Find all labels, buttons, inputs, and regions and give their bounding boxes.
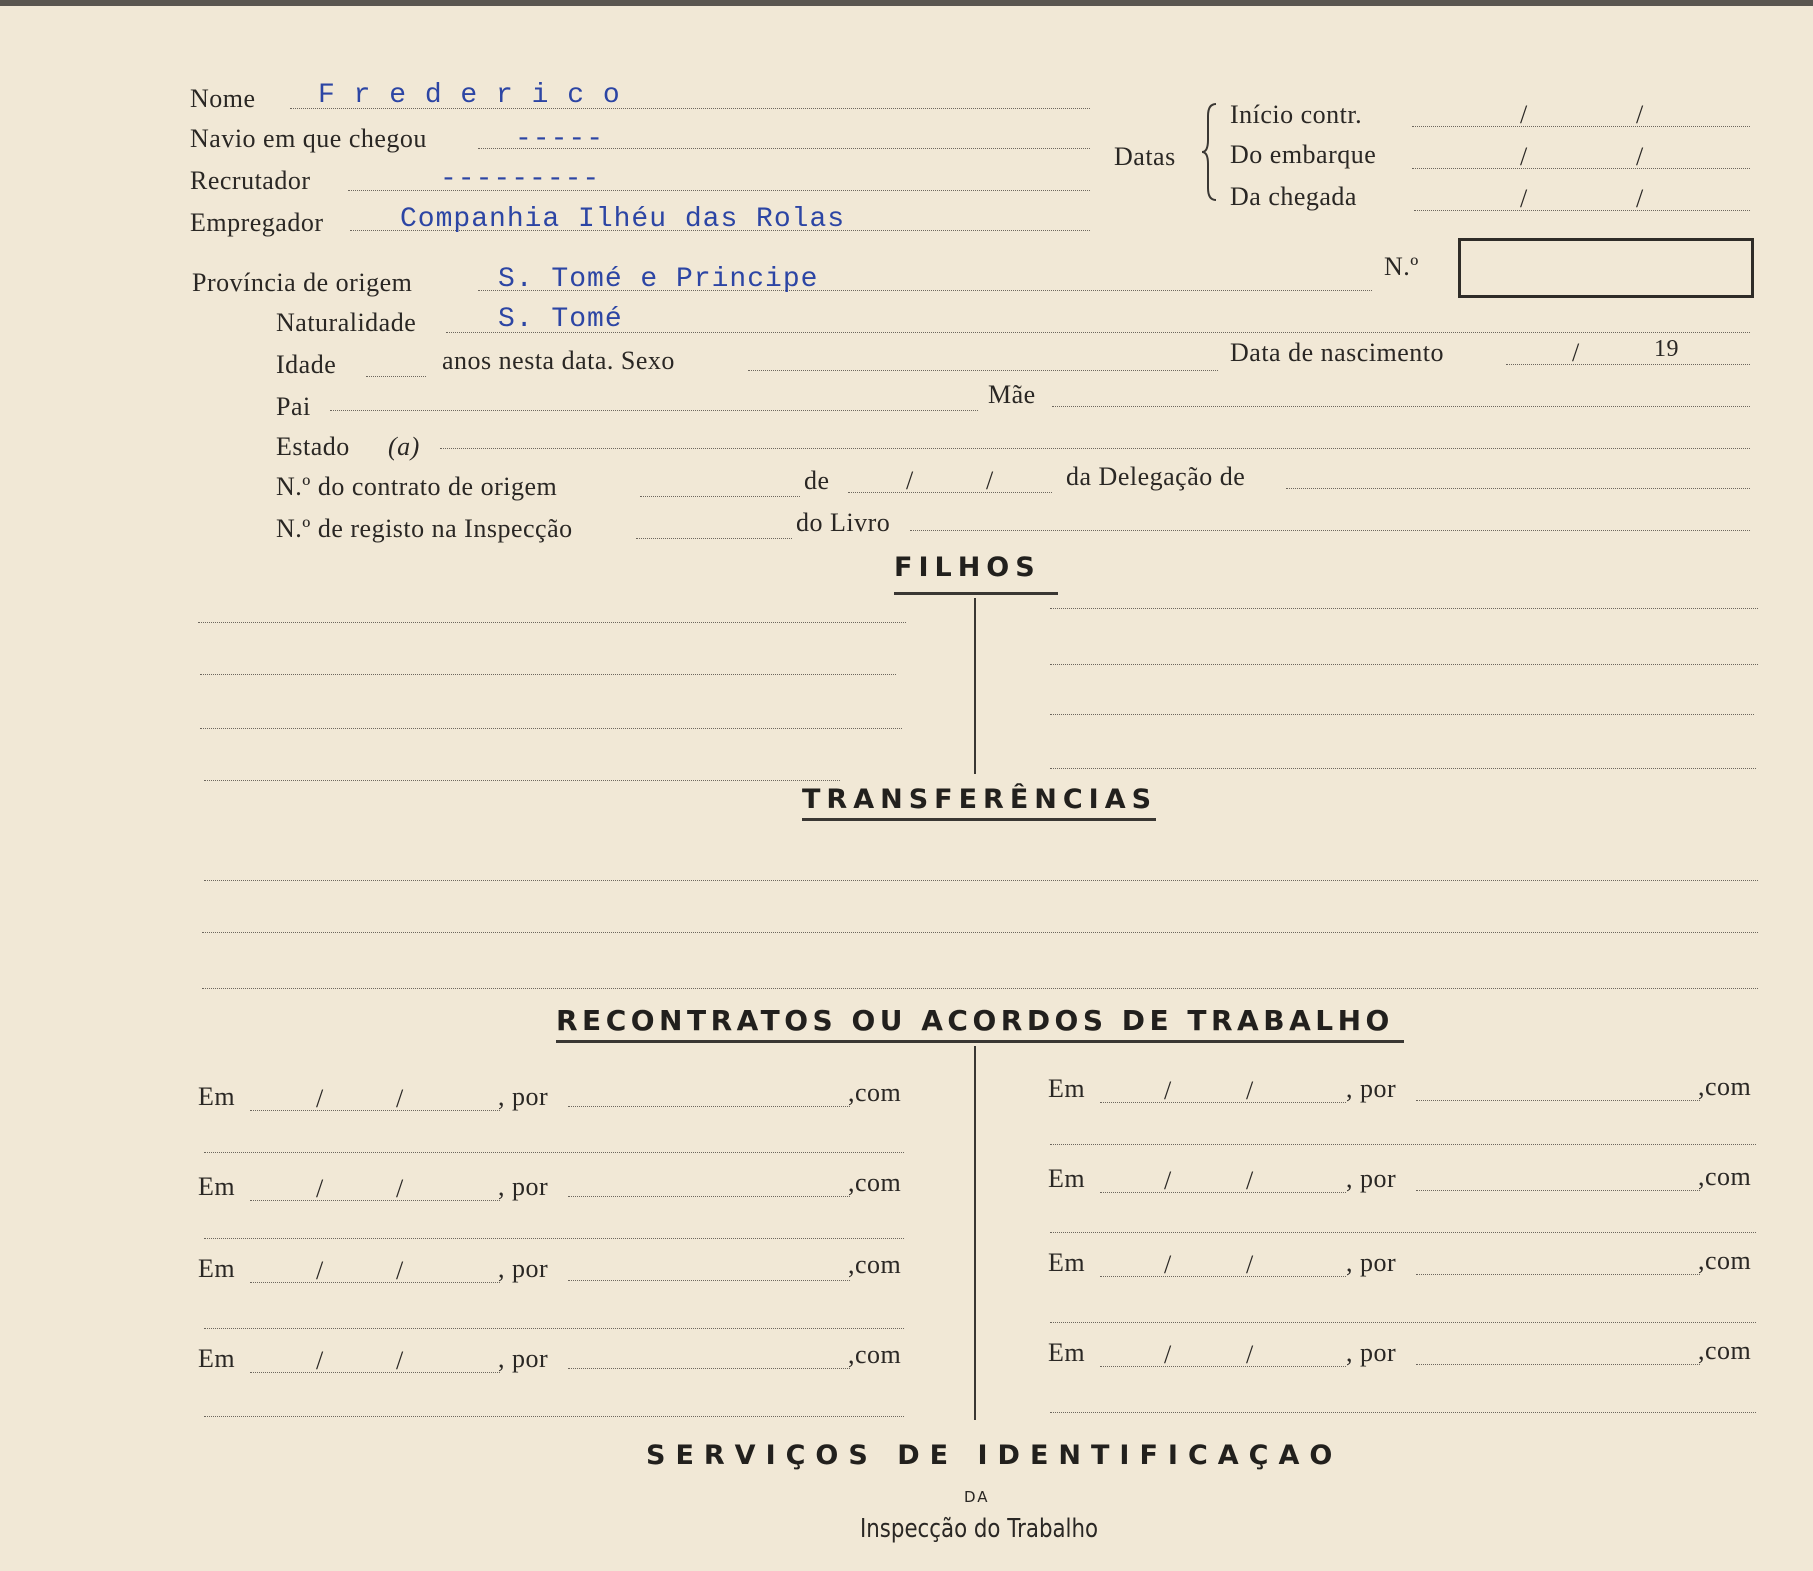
em-date-line xyxy=(250,1200,500,1201)
chegada-label: Da chegada xyxy=(1230,182,1357,211)
em-slash-2: / xyxy=(1246,1076,1254,1105)
em-label: Em xyxy=(1048,1074,1086,1103)
em-slash-1: / xyxy=(316,1174,324,1203)
por-line xyxy=(1416,1364,1700,1365)
em-slash-2: / xyxy=(1246,1340,1254,1369)
filhos-right-line-4 xyxy=(1050,768,1756,769)
por-line xyxy=(568,1280,850,1281)
em-slash-1: / xyxy=(1164,1250,1172,1279)
footer-da: DA xyxy=(964,1488,990,1506)
por-line xyxy=(568,1368,850,1369)
filhos-left-line-4 xyxy=(204,780,840,781)
delegacao-line xyxy=(1286,488,1750,489)
por-label: , por xyxy=(1346,1338,1397,1367)
com-line xyxy=(204,1416,904,1417)
com-line xyxy=(1050,1322,1756,1323)
recontratos-heading: RECONTRATOS OU ACORDOS DE TRABALHO xyxy=(556,1004,1394,1037)
com-label: ,com xyxy=(1698,1246,1752,1275)
em-date-line xyxy=(250,1282,500,1283)
com-label: ,com xyxy=(1698,1336,1752,1365)
naturalidade-line xyxy=(446,332,1750,333)
em-date-line xyxy=(1100,1102,1346,1103)
com-line xyxy=(1050,1144,1756,1145)
transferencias-underline xyxy=(802,818,1156,821)
livro-label: do Livro xyxy=(796,508,891,537)
embarque-slash-2: / xyxy=(1636,142,1644,171)
contrato-label: N.º do contrato de origem xyxy=(276,472,558,501)
por-label: , por xyxy=(1346,1248,1397,1277)
mae-line xyxy=(1052,406,1750,407)
empregador-value: Companhia Ilhéu das Rolas xyxy=(400,204,846,235)
em-slash-1: / xyxy=(1164,1076,1172,1105)
recrutador-label: Recrutador xyxy=(190,166,311,195)
recontratos-underline xyxy=(556,1040,1404,1043)
nascimento-label: Data de nascimento xyxy=(1230,338,1445,367)
numero-label: N.º xyxy=(1384,252,1419,281)
sexo-line xyxy=(748,370,1218,371)
datas-brace xyxy=(1200,102,1222,202)
inicio-line xyxy=(1412,126,1750,127)
com-line xyxy=(204,1152,904,1153)
em-date-line xyxy=(1100,1366,1346,1367)
por-label: , por xyxy=(1346,1164,1397,1193)
em-date-line xyxy=(1100,1276,1346,1277)
filhos-left-line-2 xyxy=(200,674,896,675)
transferencias-heading: TRANSFERÊNCIAS xyxy=(802,784,1158,815)
em-slash-1: / xyxy=(1164,1166,1172,1195)
com-label: ,com xyxy=(848,1340,902,1369)
por-label: , por xyxy=(498,1344,549,1373)
recrutador-value: --------- xyxy=(440,164,601,195)
mae-label: Mãe xyxy=(988,380,1036,409)
registo-label: N.º de registo na Inspecção xyxy=(276,514,573,543)
filhos-right-line-2 xyxy=(1050,664,1758,665)
filhos-right-line-1 xyxy=(1050,608,1758,609)
chegada-slash-2: / xyxy=(1636,184,1644,213)
transferencia-line-1 xyxy=(204,880,1758,881)
anos-sexo-label: anos nesta data. Sexo xyxy=(442,346,675,375)
filhos-left-line-3 xyxy=(200,728,902,729)
nascimento-slash: / xyxy=(1572,338,1580,367)
por-label: , por xyxy=(1346,1074,1397,1103)
em-date-line xyxy=(1100,1192,1346,1193)
em-slash-1: / xyxy=(316,1256,324,1285)
nascimento-line xyxy=(1506,364,1750,365)
estado-label: Estado xyxy=(276,432,350,461)
inicio-label: Início contr. xyxy=(1230,100,1363,129)
em-label: Em xyxy=(198,1082,236,1111)
por-line xyxy=(568,1106,850,1107)
em-label: Em xyxy=(198,1172,236,1201)
em-slash-2: / xyxy=(396,1174,404,1203)
numero-box xyxy=(1458,238,1754,298)
provincia-label: Província de origem xyxy=(192,268,413,297)
contrato-slash-2: / xyxy=(986,466,994,495)
nome-label: Nome xyxy=(190,84,256,113)
com-label: ,com xyxy=(848,1078,902,1107)
em-slash-2: / xyxy=(396,1346,404,1375)
em-slash-2: / xyxy=(396,1256,404,1285)
por-line xyxy=(1416,1100,1700,1101)
delegacao-label: da Delegação de xyxy=(1066,462,1246,491)
embarque-slash-1: / xyxy=(1520,142,1528,171)
recontratos-divider xyxy=(974,1046,976,1420)
chegada-slash-1: / xyxy=(1520,184,1528,213)
em-slash-2: / xyxy=(396,1084,404,1113)
com-line xyxy=(1050,1232,1756,1233)
em-label: Em xyxy=(1048,1164,1086,1193)
contrato-slash-1: / xyxy=(906,466,914,495)
em-label: Em xyxy=(198,1344,236,1373)
chegada-line xyxy=(1414,210,1750,211)
filhos-underline xyxy=(894,592,1058,595)
contrato-line xyxy=(640,496,800,497)
pai-line xyxy=(330,410,978,411)
livro-line xyxy=(910,530,1750,531)
navio-value: ----- xyxy=(515,124,605,155)
empregador-label: Empregador xyxy=(190,208,324,237)
em-slash-1: / xyxy=(1164,1340,1172,1369)
naturalidade-label: Naturalidade xyxy=(276,308,417,337)
com-label: ,com xyxy=(848,1168,902,1197)
com-label: ,com xyxy=(1698,1072,1752,1101)
naturalidade-value: S. Tomé xyxy=(498,304,623,335)
datas-label: Datas xyxy=(1114,142,1176,171)
navio-label: Navio em que chegou xyxy=(190,124,427,153)
em-slash-1: / xyxy=(316,1346,324,1375)
inicio-slash-2: / xyxy=(1636,100,1644,129)
registo-line xyxy=(636,538,792,539)
em-label: Em xyxy=(1048,1338,1086,1367)
nascimento-year: 19 xyxy=(1654,336,1679,362)
em-label: Em xyxy=(198,1254,236,1283)
com-line xyxy=(204,1328,904,1329)
contrato-date-line xyxy=(848,492,1052,493)
provincia-value: S. Tomé e Principe xyxy=(498,264,819,295)
inicio-slash-1: / xyxy=(1520,100,1528,129)
transferencia-line-2 xyxy=(202,932,1758,933)
idade-line xyxy=(366,376,426,377)
servicos-heading: SERVIÇOS DE IDENTIFICAÇAO xyxy=(646,1440,1343,1471)
nome-value: F r e d e r i c o xyxy=(318,80,621,111)
por-line xyxy=(1416,1190,1700,1191)
pai-label: Pai xyxy=(276,392,311,421)
com-label: ,com xyxy=(848,1250,902,1279)
com-line xyxy=(1050,1412,1756,1413)
filhos-left-line-1 xyxy=(198,622,906,623)
embarque-label: Do embarque xyxy=(1230,140,1377,169)
em-date-line xyxy=(250,1110,500,1111)
footer-inspeccao: Inspecção do Trabalho xyxy=(860,1514,1099,1544)
por-line xyxy=(568,1196,850,1197)
em-date-line xyxy=(250,1372,500,1373)
em-slash-1: / xyxy=(316,1084,324,1113)
em-label: Em xyxy=(1048,1248,1086,1277)
em-slash-2: / xyxy=(1246,1250,1254,1279)
em-slash-2: / xyxy=(1246,1166,1254,1195)
estado-line xyxy=(440,448,1750,449)
por-label: , por xyxy=(498,1082,549,1111)
idade-label: Idade xyxy=(276,350,337,379)
estado-note: (a) xyxy=(388,432,420,461)
filhos-right-line-3 xyxy=(1050,714,1754,715)
contrato-de-label: de xyxy=(804,466,830,495)
por-label: , por xyxy=(498,1172,549,1201)
transferencia-line-3 xyxy=(202,988,1758,989)
filhos-heading: FILHOS xyxy=(894,552,1041,583)
com-label: ,com xyxy=(1698,1162,1752,1191)
com-line xyxy=(204,1238,904,1239)
embarque-line xyxy=(1412,168,1750,169)
por-label: , por xyxy=(498,1254,549,1283)
por-line xyxy=(1416,1274,1700,1275)
filhos-divider xyxy=(974,598,976,774)
